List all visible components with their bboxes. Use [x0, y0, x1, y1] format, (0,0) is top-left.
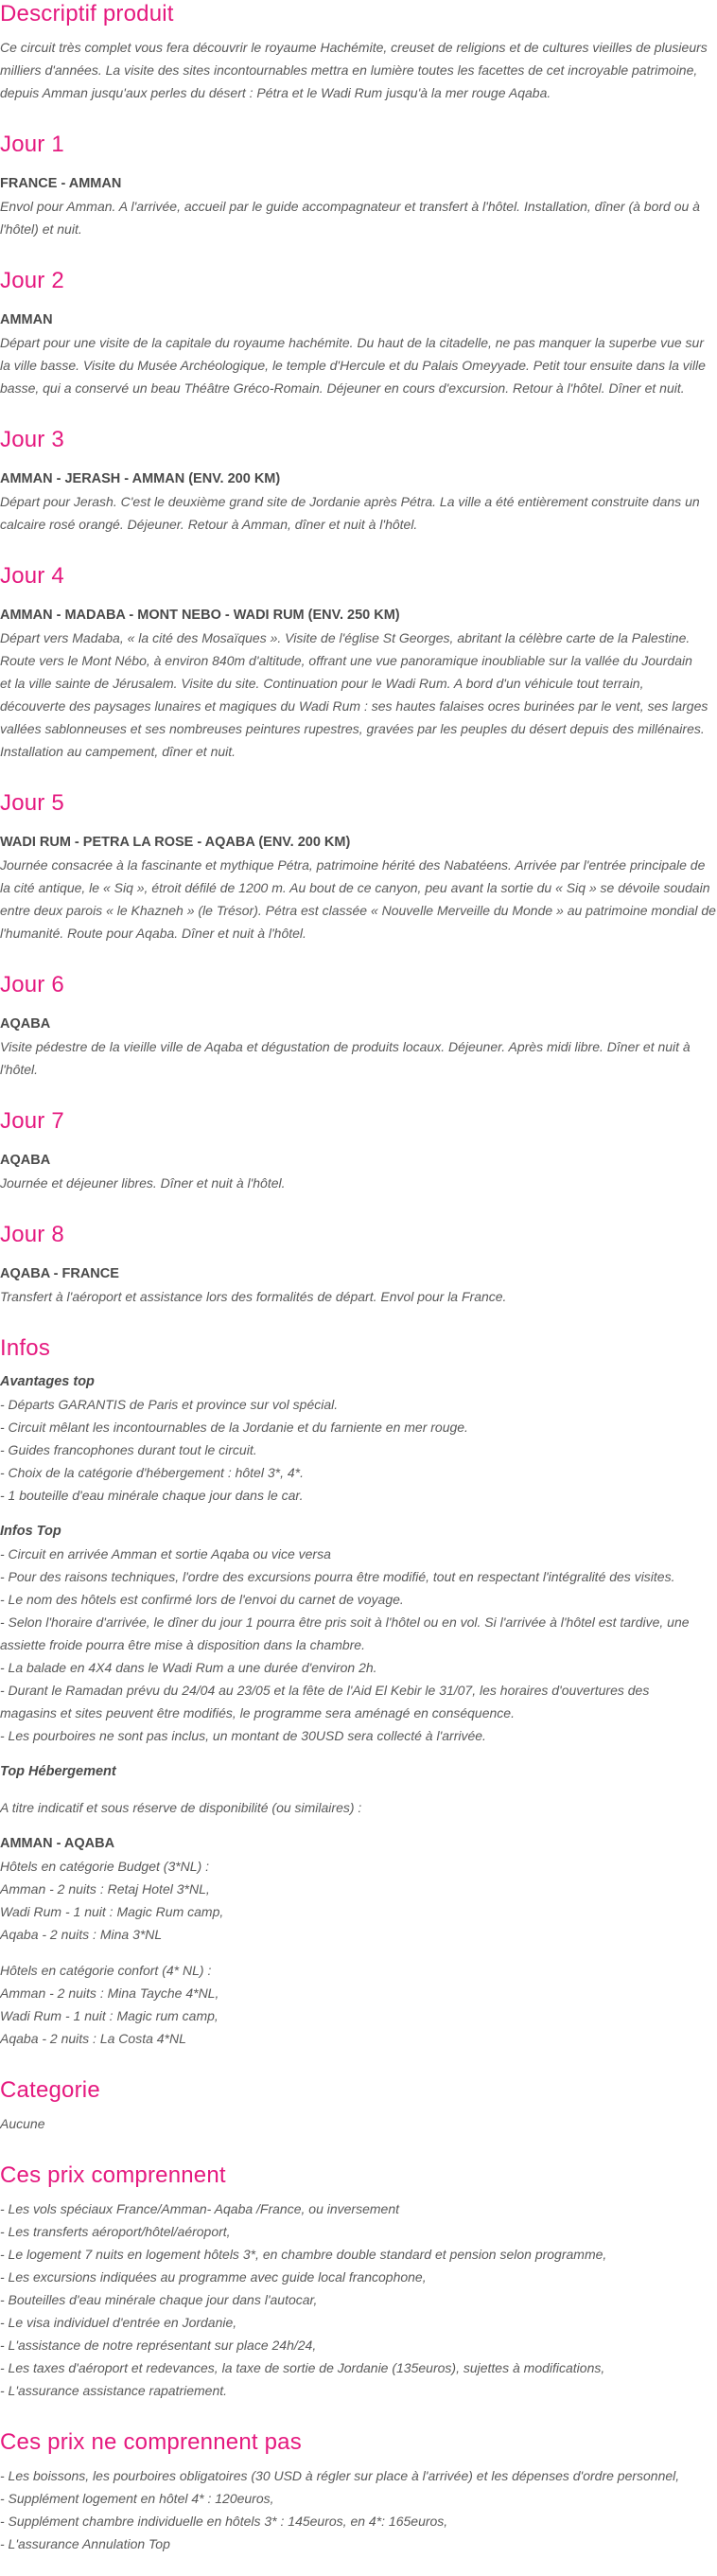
text-line: Départ pour Jerash. C'est le deuxième grand site de Jordanie après Pétra. La ville a été entièrement construite dans un: [0, 494, 700, 509]
day-section: [0, 426, 717, 536]
text-line: - Les transferts aéroport/hôtel/aéroport,: [0, 2224, 231, 2239]
text-line: Amman - 2 nuits : Retaj Hotel 3*NL,: [0, 1881, 210, 1897]
day-description: [0, 195, 717, 240]
text-line: vallées sablonneuses et ses nombreuses peintures rupestres, gravées par les peuples du désert depuis des millénaires.: [0, 721, 705, 736]
day-section: [0, 267, 717, 399]
text-line: - Circuit en arrivée Amman et sortie Aqaba ou vice versa: [0, 1546, 331, 1561]
text-line: - Bouteilles d'eau minérale chaque jour dans l'autocar,: [0, 2292, 318, 2307]
text-line: - Le logement 7 nuits en logement hôtels 3*, en chambre double standard et pension selon programme,: [0, 2247, 607, 2262]
text-line: - Le nom des hôtels est confirmé lors de l'envoi du carnet de voyage.: [0, 1592, 404, 1607]
itinerary: [0, 104, 717, 1308]
text-line: Ce circuit très complet vous fera découvrir le royaume Hachémite, creuset de religions et de cultures vieilles de plusieurs: [0, 40, 708, 55]
text-line: Envol pour Amman. A l'arrivée, accueil par le guide accompagnateur et transfert à l'hôtel. Installation, dîner (à bord ou à: [0, 199, 700, 214]
text-line: Départ vers Madaba, « la cité des Mosaïques ». Visite de l'église St Georges, abritant la célèbre carte de la Palestine.: [0, 630, 691, 645]
text-line: l'hôtel.: [0, 1062, 39, 1077]
day-description: [0, 490, 717, 536]
text-line: Wadi Rum - 1 nuit : Magic rum camp,: [0, 2008, 219, 2023]
text-line: - Guides francophones durant tout le circuit.: [0, 1442, 257, 1457]
text-line: et la ville sainte de Jérusalem. Visite du site. Continuation pour le Wadi Rum. A bord d'un véhicule tout terrain,: [0, 676, 644, 691]
day-title: Jour 8: [0, 1222, 64, 1247]
ne-comprennent-list: [0, 2464, 717, 2555]
day-title: Jour 7: [0, 1108, 64, 1134]
text-line: - Pour des raisons techniques, l'ordre des excursions pourra être modifié, tout en respectant l'intégralité des visites.: [0, 1569, 675, 1584]
day-description: [0, 1172, 717, 1194]
text-line: Visite pédestre de la vieille ville de Aqaba et dégustation de produits locaux. Déjeuner. Après midi libre. Dîner et nuit à: [0, 1039, 691, 1054]
avantages-title: Avantages top: [0, 1374, 95, 1389]
text-line: - L'assurance assistance rapatriement.: [0, 2383, 228, 2398]
comprennent-title: Ces prix comprennent: [0, 2162, 226, 2188]
text-line: entre deux parois « le Khazneh » (le Trésor). Pétra est classée « Nouvelle Merveille du Monde » au patrimoine mondial de: [0, 903, 716, 918]
text-line: - Durant le Ramadan prévu du 24/04 au 23/05 et la fête de l'Aid El Kebir le 31/07, les horaires d'ouvertures des: [0, 1683, 650, 1698]
text-line: - Choix de la catégorie d'hébergement : hôtel 3*, 4*.: [0, 1465, 304, 1480]
text-line: la cité antique, le « Siq », étroit défilé de 1200 m. Au bout de ce canyon, peu avant la sortie du « Siq » se dévoile soudain: [0, 880, 710, 895]
day-title: Jour 3: [0, 427, 64, 452]
infos-top-title: Infos Top: [0, 1524, 61, 1539]
day-section: [0, 1107, 717, 1194]
budget-hotels: [0, 1855, 717, 1946]
day-description: [0, 854, 717, 944]
ne-comprennent-title: Ces prix ne comprennent pas: [0, 2429, 302, 2455]
day-section: [0, 971, 717, 1081]
day-title: Jour 2: [0, 268, 64, 293]
text-line: assiette froide pourra être mise à disposition dans la chambre.: [0, 1637, 365, 1652]
day-heading: AQABA: [0, 1016, 51, 1032]
text-line: Aqaba - 2 nuits : La Costa 4*NL: [0, 2031, 186, 2046]
text-line: Wadi Rum - 1 nuit : Magic Rum camp,: [0, 1904, 224, 1919]
text-line: Transfert à l'aéroport et assistance lors des formalités de départ. Envol pour la France.: [0, 1289, 507, 1304]
infos-top-list: [0, 1543, 717, 1747]
text-line: Journée consacrée à la fascinante et mythique Pétra, patrimoine hérité des Nabatéens. Arrivée par l'entrée principale de: [0, 857, 706, 873]
comprennent-section: [0, 2161, 717, 2402]
descriptif-section: [0, 0, 717, 104]
text-line: - Supplément chambre individuelle en hôtels 3* : 145euros, en 4*: 165euros,: [0, 2514, 448, 2529]
hebergement-intro: A titre indicatif et sous réserve de disponibilité (ou similaires) :: [0, 1800, 362, 1815]
day-heading: WADI RUM - PETRA LA ROSE - AQABA (ENV. 200 KM): [0, 835, 351, 850]
day-section: [0, 789, 717, 944]
text-line: - La balade en 4X4 dans le Wadi Rum a une durée d'environ 2h.: [0, 1660, 377, 1675]
text-line: - L'assistance de notre représentant sur place 24h/24,: [0, 2338, 317, 2353]
text-line: - Les boissons, les pourboires obligatoires (30 USD à régler sur place à l'arrivée) et les dépenses d'ordre personnel,: [0, 2468, 680, 2483]
text-line: Hôtels en catégorie confort (4* NL) :: [0, 1963, 212, 1978]
text-line: Installation au campement, dîner et nuit.: [0, 744, 236, 759]
avantages-list: [0, 1393, 717, 1507]
text-line: - Les pourboires ne sont pas inclus, un montant de 30USD sera collecté à l'arrivée.: [0, 1728, 486, 1743]
categorie-value: Aucune: [0, 2116, 45, 2131]
text-line: découverte des paysages lunaires et magiques du Wadi Rum : ses hautes falaises ocres burinées par le vent, ses larges: [0, 698, 708, 714]
text-line: - Les vols spéciaux France/Amman- Aqaba /France, ou inversement: [0, 2201, 400, 2216]
text-line: Route vers le Mont Nébo, à environ 840m d'altitude, offrant une vue panoramique inoubliable sur la vallée du Jourdain: [0, 653, 692, 668]
text-line: - Les excursions indiquées au programme avec guide local francophone,: [0, 2269, 427, 2285]
text-line: depuis Amman jusqu'aux perles du désert : Pétra et le Wadi Rum jusqu'à la mer rouge Aqaba.: [0, 85, 551, 100]
day-heading: AMMAN - JERASH - AMMAN (ENV. 200 KM): [0, 471, 281, 486]
text-line: - L'assurance Annulation Top: [0, 2536, 170, 2551]
text-line: l'hôtel) et nuit.: [0, 221, 82, 237]
day-heading: FRANCE - AMMAN: [0, 176, 122, 191]
text-line: Amman - 2 nuits : Mina Tayche 4*NL,: [0, 1985, 219, 2001]
day-heading: AMMAN: [0, 312, 53, 327]
text-line: calcaire rosé orangé. Déjeuner. Retour à Amman, dîner et nuit à l'hôtel.: [0, 517, 418, 532]
text-line: Journée et déjeuner libres. Dîner et nuit à l'hôtel.: [0, 1175, 286, 1191]
text-line: l'humanité. Route pour Aqaba. Dîner et nuit à l'hôtel.: [0, 926, 306, 941]
day-heading: AQABA - FRANCE: [0, 1266, 119, 1281]
descriptif-text: [0, 36, 717, 104]
day-section: [0, 562, 717, 763]
text-line: - Les taxes d'aéroport et redevances, la taxe de sortie de Jordanie (135euros), sujettes à modifications,: [0, 2360, 605, 2375]
confort-hotels: [0, 1959, 717, 2050]
text-line: magasins et sites peuvent être modifiés, le programme sera aménagé en conséquence.: [0, 1705, 515, 1720]
text-line: - Départs GARANTIS de Paris et province sur vol spécial.: [0, 1397, 339, 1412]
text-line: basse, qui a conservé un beau Théâtre Gréco-Romain. Déjeuner en cours d'excursion. Retour à l'hôtel. Dîner et nuit.: [0, 380, 685, 396]
infos-section: [0, 1334, 717, 2050]
day-title: Jour 5: [0, 790, 64, 816]
day-section: [0, 131, 717, 240]
day-heading: AQABA: [0, 1153, 51, 1168]
text-line: la ville basse. Visite du Musée Archéologique, le temple d'Hercule et du Palais Omeyyade. Petit tour ensuite dans la ville: [0, 358, 706, 373]
day-description: [0, 626, 717, 763]
ne-comprennent-section: [0, 2428, 717, 2555]
text-line: - Supplément logement en hôtel 4* : 120euros,: [0, 2491, 274, 2506]
text-line: milliers d'années. La visite des sites incontournables mettra en lumière toutes les facettes de cet incroyable patrimoine,: [0, 62, 698, 78]
descriptif-title: Descriptif produit: [0, 1, 174, 26]
text-line: - Selon l'horaire d'arrivée, le dîner du jour 1 pourra être pris soit à l'hôtel ou en vol. Si l'arrivée à l'hôtel est tardive, une: [0, 1614, 690, 1630]
categorie-section: [0, 2076, 717, 2135]
text-line: Aqaba - 2 nuits : Mina 3*NL: [0, 1927, 163, 1942]
text-line: Hôtels en catégorie Budget (3*NL) :: [0, 1859, 210, 1874]
day-title: Jour 4: [0, 563, 64, 589]
day-description: [0, 331, 717, 399]
hebergement-region: AMMAN - AQABA: [0, 1836, 115, 1851]
day-description: [0, 1035, 717, 1081]
infos-title: Infos: [0, 1335, 51, 1361]
day-title: Jour 1: [0, 132, 64, 157]
text-line: - 1 bouteille d'eau minérale chaque jour dans le car.: [0, 1488, 304, 1503]
day-title: Jour 6: [0, 972, 64, 997]
text-line: - Le visa individuel d'entrée en Jordanie,: [0, 2315, 237, 2330]
day-description: [0, 1285, 717, 1308]
day-heading: AMMAN - MADABA - MONT NEBO - WADI RUM (ENV. 250 KM): [0, 608, 400, 623]
text-line: - Circuit mêlant les incontournables de la Jordanie et du farniente en mer rouge.: [0, 1420, 468, 1435]
comprennent-list: [0, 2197, 717, 2402]
categorie-title: Categorie: [0, 2077, 100, 2103]
text-line: Départ pour une visite de la capitale du royaume hachémite. Du haut de la citadelle, ne pas manquer la superbe vue sur: [0, 335, 705, 350]
hebergement-title: Top Hébergement: [0, 1764, 116, 1779]
day-section: [0, 1221, 717, 1308]
